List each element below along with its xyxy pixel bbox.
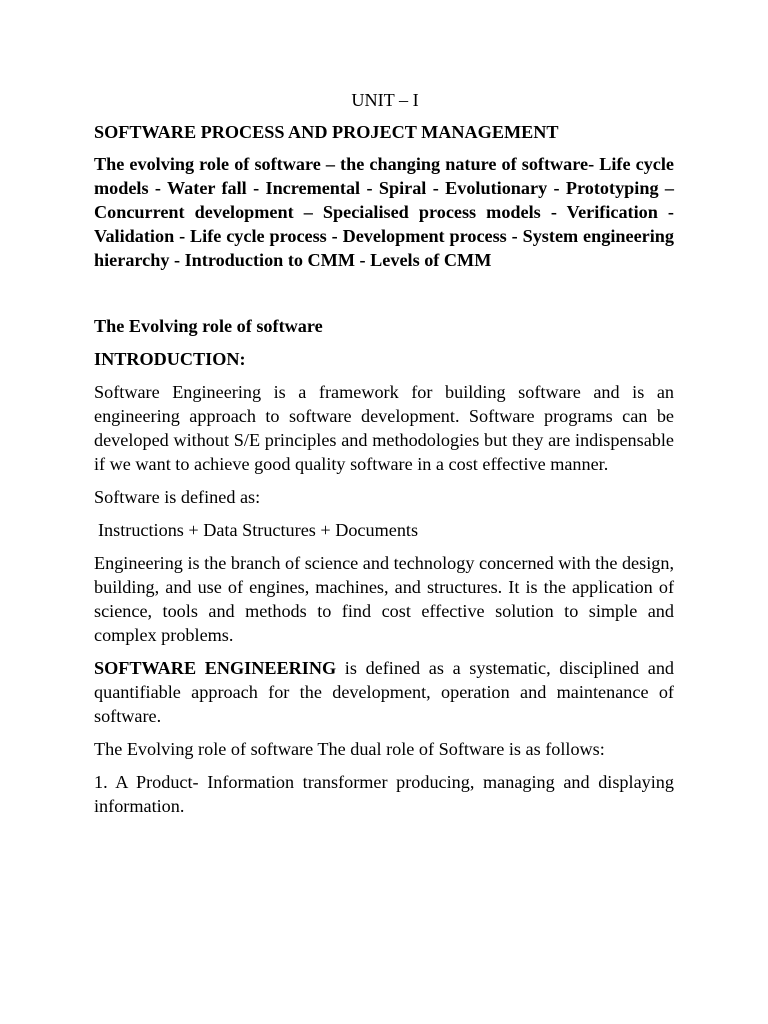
- intro-paragraph: Software Engineering is a framework for building software and is an engineering approach to software development. Software programs can be developed without S/E principles and methodologies but they are indispensable if we want to achieve good quality software in a cost effective manner.: [94, 382, 674, 474]
- list-item: 1. A Product- Information transformer producing, managing and displaying information.: [94, 772, 674, 816]
- section-heading: The Evolving role of software: [94, 316, 323, 336]
- software-engineering-definition: is defined as a systematic, disciplined and quantifiable approach for the development, operation and maintenance of software.: [94, 658, 675, 726]
- software-formula: Instructions + Data Structures + Documents: [98, 520, 419, 540]
- software-engineering-term: SOFTWARE ENGINEERING: [94, 658, 337, 678]
- software-engineering-paragraph: [94, 656, 674, 728]
- main-title: SOFTWARE PROCESS AND PROJECT MANAGEMENT: [94, 122, 559, 142]
- introduction-heading: INTRODUCTION:: [94, 349, 246, 369]
- engineering-paragraph: Engineering is the branch of science and technology concerned with the design, building, and use of engines, machines, and structures. It is the application of science, tools and methods to find cost effective solution to simple and complex problems.: [94, 553, 674, 645]
- software-defined-line: Software is defined as:: [94, 487, 261, 507]
- dual-role-line: The Evolving role of software The dual role of Software is as follows:: [94, 739, 605, 759]
- unit-title: UNIT – I: [351, 90, 419, 110]
- syllabus-paragraph: The evolving role of software – the changing nature of software- Life cycle models - Water fall - Incremental - Spiral - Evolutionary - Prototyping – Concurrent development – Specialised process models - Verification - Validation - Life cycle process - Development process - System engineering hierarchy - Introduction to CMM - Levels of CMM: [94, 154, 674, 270]
